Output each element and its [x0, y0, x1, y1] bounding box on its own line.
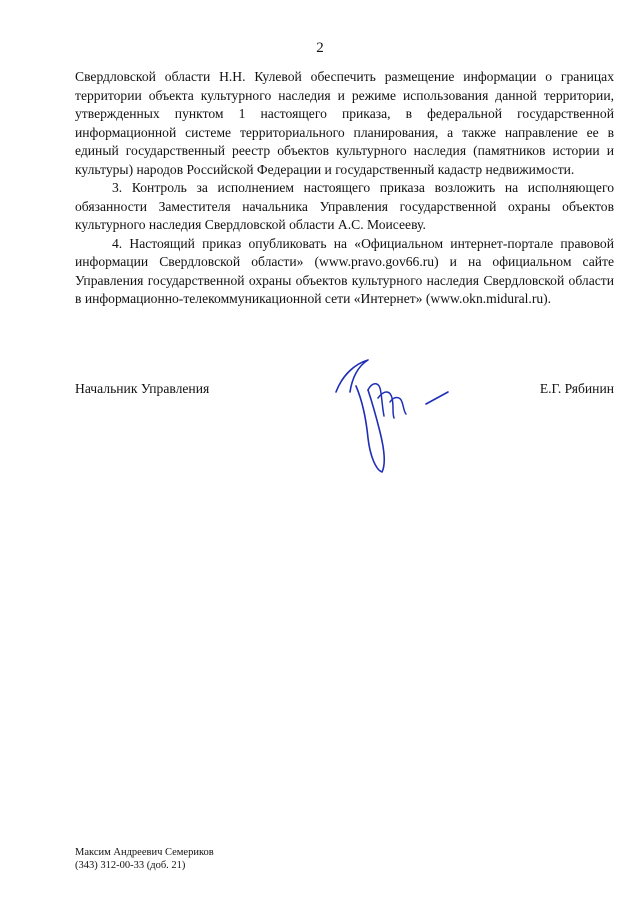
- handwritten-signature: [328, 352, 458, 482]
- executor-phone: (343) 312-00-33 (доб. 21): [75, 860, 186, 871]
- page-number: 2: [316, 40, 324, 56]
- signatory-title: Начальник Управления: [75, 381, 210, 396]
- executor-contact: [75, 846, 214, 872]
- paragraph-item-3: 3. Контроль за исполнением настоящего приказа возложить на исполняющего обязанности Заместителя начальника Управления государственной охраны объектов культурного наследия Свердловской области А.С. Моисееву.: [75, 180, 614, 232]
- document-body: [75, 68, 614, 309]
- paragraph-item-4: 4. Настоящий приказ опубликовать на «Официальном интернет-портале правовой информации Свердловской области» (www.pravo.gov66.ru) и на официальном сайте Управления государственной охраны объектов культурного наследия Свердловской области в информационно-телекоммуникационной сети «Интернет» (www.okn.midural.ru).: [75, 235, 614, 306]
- paragraph-continuation: Свердловской области Н.Н. Кулевой обеспечить размещение информации о границах территории объекта культурного наследия и режиме использования данной территории, утвержденных пунктом 1 настоящего приказа, в федеральной государственной информационной системе территориального планирования, а также направление ее в единый государственный реестр объектов культурного наследия (памятников истории и культуры) народов Российской Федерации и государственный кадастр недвижимости.: [75, 69, 614, 177]
- signatory-name: Е.Г. Рябинин: [539, 381, 614, 396]
- executor-name: Максим Андреевич Семериков: [75, 847, 214, 858]
